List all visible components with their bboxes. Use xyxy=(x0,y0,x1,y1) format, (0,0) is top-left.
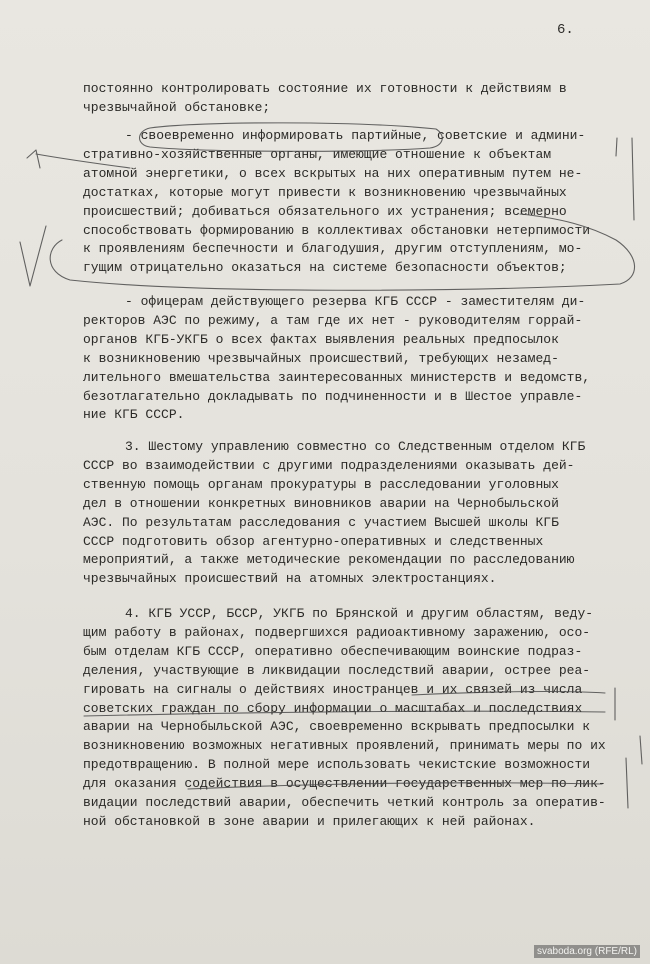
text-line: постоянно контролировать состояние их готовности к действиям в xyxy=(83,81,567,96)
paragraph-continuation xyxy=(83,80,603,118)
text-line: безотлагательно докладывать по подчиненности и в Шестое управле- xyxy=(83,388,583,404)
text-line: АЭС. По результатам расследования с участием Высшей школы КГБ xyxy=(83,514,559,530)
text-line: бым отделам КГБ СССР, оперативно обеспечивающим воинские подраз- xyxy=(83,643,583,659)
text-line: 3. Шестому управлению совместно со Следственным отделом КГБ xyxy=(125,439,586,454)
text-line: возникновению возможных негативных проявлений, принимать меры по их xyxy=(83,738,606,754)
pencil-side-stroke xyxy=(632,138,634,220)
watermark: svaboda.org (RFE/RL) xyxy=(534,945,640,958)
pencil-side-stroke xyxy=(626,758,628,808)
pencil-side-stroke xyxy=(616,138,617,156)
text-line: аварии на Чернобыльской АЭС, своевременно вскрывать предпосылки к xyxy=(83,719,591,735)
text-line: 4. КГБ УССР, БССР, УКГБ по Брянской и другим областям, веду- xyxy=(125,606,594,621)
text-line: советских граждан по сбору информации о масштабах и последствиях xyxy=(83,700,583,716)
text-line: ственную помощь органам прокуратуры в расследовании уголовных xyxy=(83,476,559,492)
text-line: достатках, которые могут привести к возникновению чрезвычайных xyxy=(83,184,567,200)
text-line: ние КГБ СССР. xyxy=(83,407,185,423)
paragraph-item-4 xyxy=(83,605,606,832)
text-line: мероприятий, а также методические рекомендации по расследованию xyxy=(83,552,575,568)
text-line: щим работу в районах, подвергшихся радиоактивному заражению, осо- xyxy=(83,624,591,640)
text-line: видации последствий аварии, обеспечить четкий контроль за оператив- xyxy=(83,795,606,811)
text-line: - своевременно информировать партийные, советские и админи- xyxy=(125,128,586,143)
text-line: стративно-хозяйственные органы, имеющие отношение к объектам xyxy=(83,146,552,162)
text-line: дел в отношении конкретных виновников аварии на Чернобыльской xyxy=(83,495,559,511)
text-line: СССР во взаимодействии с другими подразделениями оказывать дей- xyxy=(83,457,575,473)
text-line: деления, участвующие в ликвидации последствий аварии, острее реа- xyxy=(83,662,591,678)
text-line: для оказания содействия в осуществлении государственных мер по лик- xyxy=(83,776,606,792)
text-line: лительного вмешательства заинтересованных министерств и ведомств, xyxy=(83,369,591,385)
paragraph-item-3 xyxy=(83,438,603,589)
text-line: гировать на сигналы о действиях иностранцев и их связей из числа xyxy=(83,681,583,697)
text-line: атомной энергетики, о всех вскрытых на них оперативным путем не- xyxy=(83,165,583,181)
text-line: к проявлениям беспечности и благодушия, другим отступлениям, мо- xyxy=(83,241,583,257)
pencil-side-stroke xyxy=(640,736,642,764)
text-line: чрезвычайных происшествий на атомных электростанциях. xyxy=(83,571,497,587)
text-line: гущим отрицательно оказаться на системе безопасности объектов; xyxy=(83,260,567,276)
page-number: 6. xyxy=(557,22,574,38)
text-line: чрезвычайной обстановке; xyxy=(83,99,271,115)
text-line: ректоров АЭС по режиму, а там где их нет - руководителям горрай- xyxy=(83,312,583,328)
text-line: предотвращению. В полной мере использовать чекистские возможности xyxy=(83,757,591,773)
paragraph-reserve-officers xyxy=(83,293,603,425)
text-line: органов КГБ-УКГБ о всех фактах выявления реальных предпосылок xyxy=(83,331,559,347)
text-line: СССР подготовить обзор агентурно-оперативных и следственных xyxy=(83,533,544,549)
text-line: - офицерам действующего резерва КГБ СССР - заместителям ди- xyxy=(125,294,586,309)
pencil-checkmark xyxy=(20,226,46,286)
paragraph-inform-organs xyxy=(83,127,603,278)
text-line: ной обстановкой в зоне аварии и прилегающих к ней районах. xyxy=(83,813,536,829)
text-line: способствовать формированию в коллективах обстановки нетерпимости xyxy=(83,222,591,238)
text-line: к возникновению чрезвычайных происшествий, требующих незамед- xyxy=(83,350,559,366)
text-line: происшествий; добиваться обязательного их устранения; всемерно xyxy=(83,203,567,219)
